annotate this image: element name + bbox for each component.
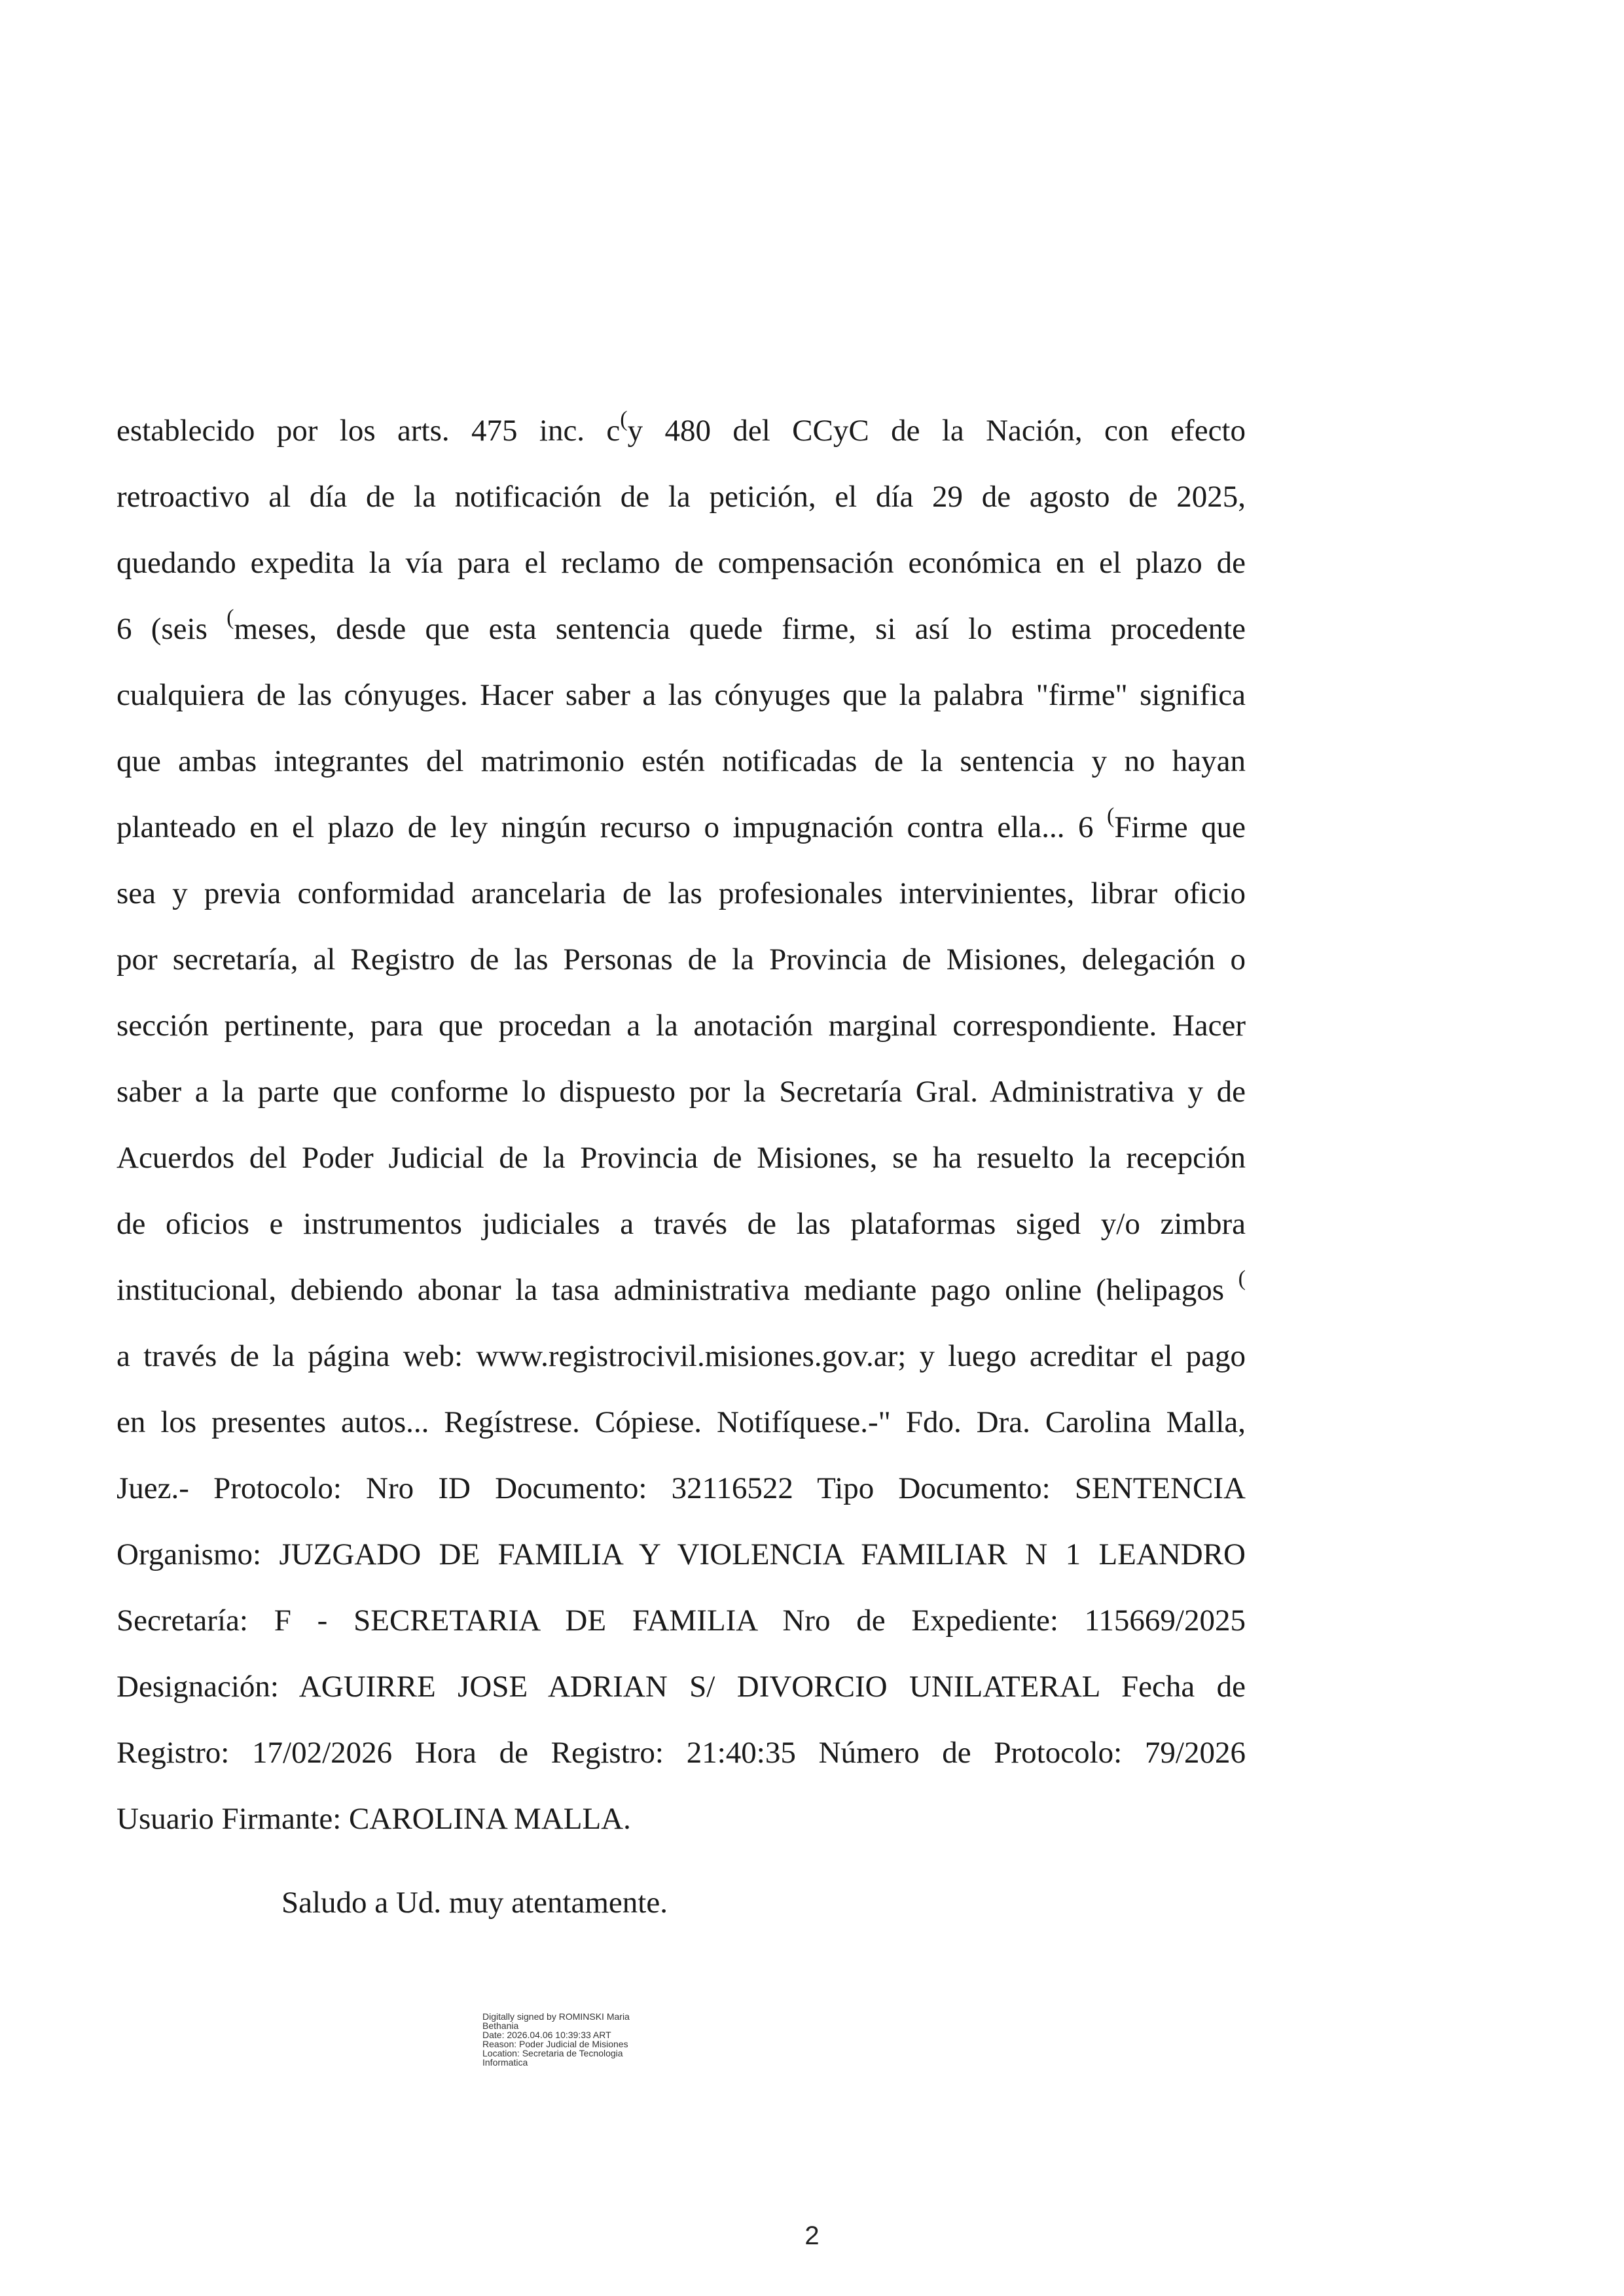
text-line: retroactivo al día de la notificación de la petición, el día 29 de agosto de 2025, (117, 480, 1246, 514)
text-line: Organismo: JUZGADO DE FAMILIA Y VIOLENCIA FAMILIAR N 1 LEANDRO (117, 1537, 1246, 1571)
text-line: Juez.- Protocolo: Nro ID Documento: 32116522 Tipo Documento: SENTENCIA (117, 1471, 1246, 1505)
signature-line: Date: 2026.04.06 10:39:33 ART (482, 2030, 611, 2040)
text-line: planteado en el plazo de ley ningún recurso o impugnación contra ella... 6 (Firme que (117, 804, 1246, 844)
text-line: quedando expedita la vía para el reclamo de compensación económica en el plazo de (117, 546, 1246, 580)
text-line: en los presentes autos... Regístrese. Cópiese. Notifíquese.-" Fdo. Dra. Carolina Malla, (117, 1405, 1246, 1439)
signature-line: Location: Secretaria de Tecnologia (482, 2048, 623, 2058)
text-line: sea y previa conformidad arancelaria de las profesionales intervinientes, librar oficio (117, 876, 1246, 910)
body-text (117, 398, 1246, 1852)
text-line: 6 (seis (meses, desde que esta sentencia quede firme, si así lo estima procedente (117, 605, 1246, 646)
page-number: 2 (804, 2221, 820, 2250)
text-line: Designación: AGUIRRE JOSE ADRIAN S/ DIVORCIO UNILATERAL Fecha de (117, 1670, 1246, 1704)
closing-salutation: Saludo a Ud. muy atentamente. (281, 1886, 668, 1920)
text-line: cualquiera de las cónyuges. Hacer saber a las cónyuges que la palabra "firme" significa (117, 678, 1246, 712)
text-line: establecido por los arts. 475 inc. c(y 480 del CCyC de la Nación, con efecto (117, 407, 1246, 448)
text-line: saber a la parte que conforme lo dispuesto por la Secretaría Gral. Administrativa y de (117, 1075, 1246, 1109)
text-line: institucional, debiendo abonar la tasa administrativa mediante pago online (helipagos ( (117, 1266, 1246, 1307)
text-line: sección pertinente, para que procedan a la anotación marginal correspondiente. Hacer (117, 1009, 1246, 1043)
text-line: Registro: 17/02/2026 Hora de Registro: 21:40:35 Número de Protocolo: 79/2026 (117, 1736, 1246, 1770)
signature-line: Reason: Poder Judicial de Misiones (482, 2039, 628, 2049)
signature-line: Informatica (482, 2057, 528, 2068)
text-line: Usuario Firmante: CAROLINA MALLA. (117, 1802, 631, 1836)
text-line: por secretaría, al Registro de las Personas de la Provincia de Misiones, delegación o (117, 942, 1246, 977)
text-line: Acuerdos del Poder Judicial de la Provincia de Misiones, se ha resuelto la recepción (117, 1141, 1246, 1175)
text-line: Secretaría: F - SECRETARIA DE FAMILIA Nro de Expediente: 115669/2025 (117, 1604, 1246, 1638)
text-line: a través de la página web: www.registrocivil.misiones.gov.ar; y luego acreditar el pago (117, 1339, 1246, 1373)
digital-signature-block (482, 2012, 757, 2067)
signature-line: Digitally signed by ROMINSKI Maria (482, 2011, 630, 2022)
signature-line: Bethania (482, 2020, 519, 2031)
text-line: que ambas integrantes del matrimonio estén notificadas de la sentencia y no hayan (117, 744, 1246, 778)
text-line: de oficios e instrumentos judiciales a través de las plataformas siged y/o zimbra (117, 1207, 1246, 1241)
